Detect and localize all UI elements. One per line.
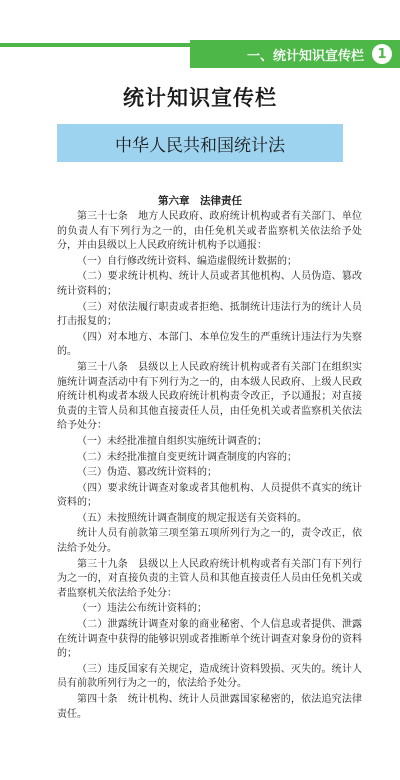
paragraph: （一）违法公布统计资料的； xyxy=(77,603,207,615)
section-label: 一、统计知识宣传栏 xyxy=(246,48,364,64)
paragraph: （二）要求统计机构、统计人员或者其他机构、人员伪造、篡改统计资料的； xyxy=(57,271,362,297)
paragraph: （三）违反国家有关规定，造成统计资料毁损、灭失的。统计人员有前款所列行为之一的，依法给予处分。 xyxy=(57,663,362,690)
paragraph: （二）泄露统计调查对象的商业秘密、个人信息或者提供、泄露在统计调查中获得的能够识别或者推断单个统计调查对象身份的资料的； xyxy=(57,619,362,660)
subtitle-box xyxy=(57,124,343,162)
paragraph: 第三十七条 地方人民政府、政府统计机构或者有关部门、单位的负责人有下列行为之一的，由任免机关或者监察机关依法给予处分，并由县级以上人民政府统计机构予以通报： xyxy=(57,211,362,252)
paragraph: 第四十条 统计机构、统计人员泄露国家秘密的，依法追究法律责任。 xyxy=(57,694,362,720)
header-rule xyxy=(0,43,190,47)
paragraph: （三）伪造、篡改统计资料的； xyxy=(77,467,217,479)
paragraph: （三）对依法履行职责或者拒绝、抵制统计违法行为的统计人员打击报复的； xyxy=(57,301,362,328)
paragraph: 统计人员有前款第三项至第五项所列行为之一的，责令改正，依法给予处分。 xyxy=(57,528,362,555)
chapter-heading: 第六章 法律责任 xyxy=(158,195,242,207)
paragraph: （五）未按照统计调查制度的规定报送有关资料的。 xyxy=(77,512,307,524)
paragraph: （一）自行修改统计资料、编造虚假统计数据的； xyxy=(77,255,297,267)
paragraph: （二）未经批准擅自变更统计调查制度的内容的； xyxy=(77,451,297,463)
paragraph: 第三十九条 县级以上人民政府统计机构或者有关部门有下列行为之一的，对直接负责的主管人员和其他直接责任人员由任免机关或者监察机关依法给予处分： xyxy=(57,558,362,599)
section-number-badge: 1 xyxy=(372,44,392,64)
paragraph: （四）对本地方、本部门、本单位发生的严重统计违法行为失察的。 xyxy=(57,331,362,358)
paragraph: （四）要求统计调查对象或者其他机构、人员提供不真实的统计资料的； xyxy=(57,482,362,509)
paragraph: 第三十八条 县级以上人民政府统计机构或者有关部门在组织实施统计调查活动中有下列行为之一的，由本级人民政府、上级人民政府统计机构或者本级人民政府统计机构责令改正，予以通报；对直接负责的主管人员和其他直接责任人员，由任免机关或者监察机关依法给予处分： xyxy=(57,361,362,432)
page-title: 统计知识宣传栏 xyxy=(123,86,277,110)
section-banner xyxy=(190,40,400,68)
paragraph: （一）未经批准擅自组织实施统计调查的； xyxy=(77,435,267,447)
subtitle: 中华人民共和国统计法 xyxy=(115,135,285,156)
article-body xyxy=(57,210,362,723)
